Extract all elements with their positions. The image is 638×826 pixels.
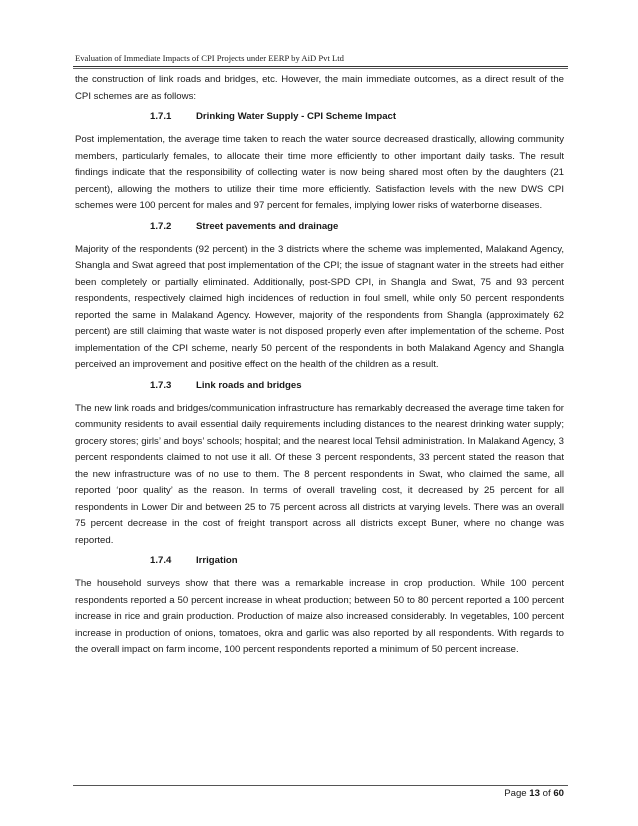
section-heading-1-7-2: [75, 219, 564, 235]
section-number: 1.7.1: [150, 111, 172, 122]
section-title: Street pavements and drainage: [196, 220, 339, 232]
running-header: Evaluation of Immediate Impacts of CPI Projects under EERP by AiD Pvt Ltd: [75, 53, 344, 63]
section-heading-1-7-1: [75, 109, 564, 125]
header-rule: [73, 66, 568, 67]
section-title: Link roads and bridges: [196, 379, 302, 391]
section-number: 1.7.4: [150, 555, 172, 566]
section-paragraph: Majority of the respondents (92 percent) in the 3 districts where the scheme was implemented, Malakand Agency, Shangla and Swat agreed that post implementation of the CPI; the issue of stagnant water in the streets had either been completely or partially eliminated. Additionally, post-SPD CPI, in Shangla and Swat, 75 and 93 percent respondents, respectively claimed high incidences of reduction in foul smell, while only 50 percent respondents reported the same in Malakand Agency. However, majority of the respondents from Shangla (approximately 62 percent) are still claiming that waste water is not disposed properly even after implementation of the scheme. Post implementation of the CPI scheme, nearly 50 percent of the respondents in both Malakand Agency and Shangla perceived an improvement and positive effect on the health of the children as a result.: [75, 243, 564, 370]
section-number: 1.7.3: [150, 379, 172, 391]
page-current: 13: [529, 788, 540, 799]
page-number: [504, 788, 564, 799]
section-paragraph: The household surveys show that there was a remarkable increase in crop production. While 100 percent respondents reported a 50 percent increase in wheat production; between 50 to 80 percent reported a 100 percent increase in rice and grain production. Production of maize also increased considerably. In vegetables, 100 percent increase in production of onions, tomatoes, okra and garlic was also reported by all respondents. With regards to the overall impact on farm income, 100 percent respondents reported a minimum of 50 percent increase.: [75, 578, 564, 655]
header-rule-secondary: [73, 68, 568, 69]
section-heading-1-7-4: [75, 553, 564, 569]
section-heading-1-7-3: [75, 378, 564, 394]
section-paragraph: Post implementation, the average time taken to reach the water source decreased drastically, allowing community members, particularly females, to allocate their time more efficiently to other important daily tasks. The result findings indicate that the responsibility of collecting water is now being shared most often by the daughters (21 percent), allowing the mothers to utilize their time more efficiently. Satisfaction levels with the new DWS CPI schemes were 100 percent for males and 97 percent for females, implying lower risks of waterborne diseases.: [75, 134, 564, 211]
section-title: Drinking Water Supply - CPI Scheme Impact: [196, 111, 397, 122]
section-paragraph: The new link roads and bridges/communication infrastructure has remarkably decreased the average time taken for community residents to avail essential daily requirements including distances to the nearest drinking water supply; grocery stores; girls’ and boys’ schools; hospital; and the nearest local Tehsil administration. In Malakand Agency, 3 percent respondents claimed to not use it all. Of these 3 percent respondents, 33 percent stated the reason that the new infrastructure was of no use to them. The 8 percent respondents in Swat, who claimed the same, all reported ‘poor quality’ as the reason. In terms of overall traveling cost, it decreased by 25 percent for all respondents in Lower Dir and between 25 to 75 percent across all districts at varying levels. There was an overall 75 percent decrease in the cost of freight transport across all districts except Buner, where no change was reported.: [75, 402, 564, 546]
page-label: Page: [504, 788, 527, 799]
page-body: [75, 72, 564, 659]
section-number: 1.7.2: [150, 220, 172, 232]
section-title: Irrigation: [196, 555, 238, 566]
footer-rule: [73, 785, 568, 786]
page-total: 60: [553, 788, 564, 799]
page-of: of: [542, 788, 551, 799]
intro-paragraph: the construction of link roads and bridges, etc. However, the main immediate outcomes, as a direct result of the CPI schemes are as follows:: [75, 74, 564, 102]
